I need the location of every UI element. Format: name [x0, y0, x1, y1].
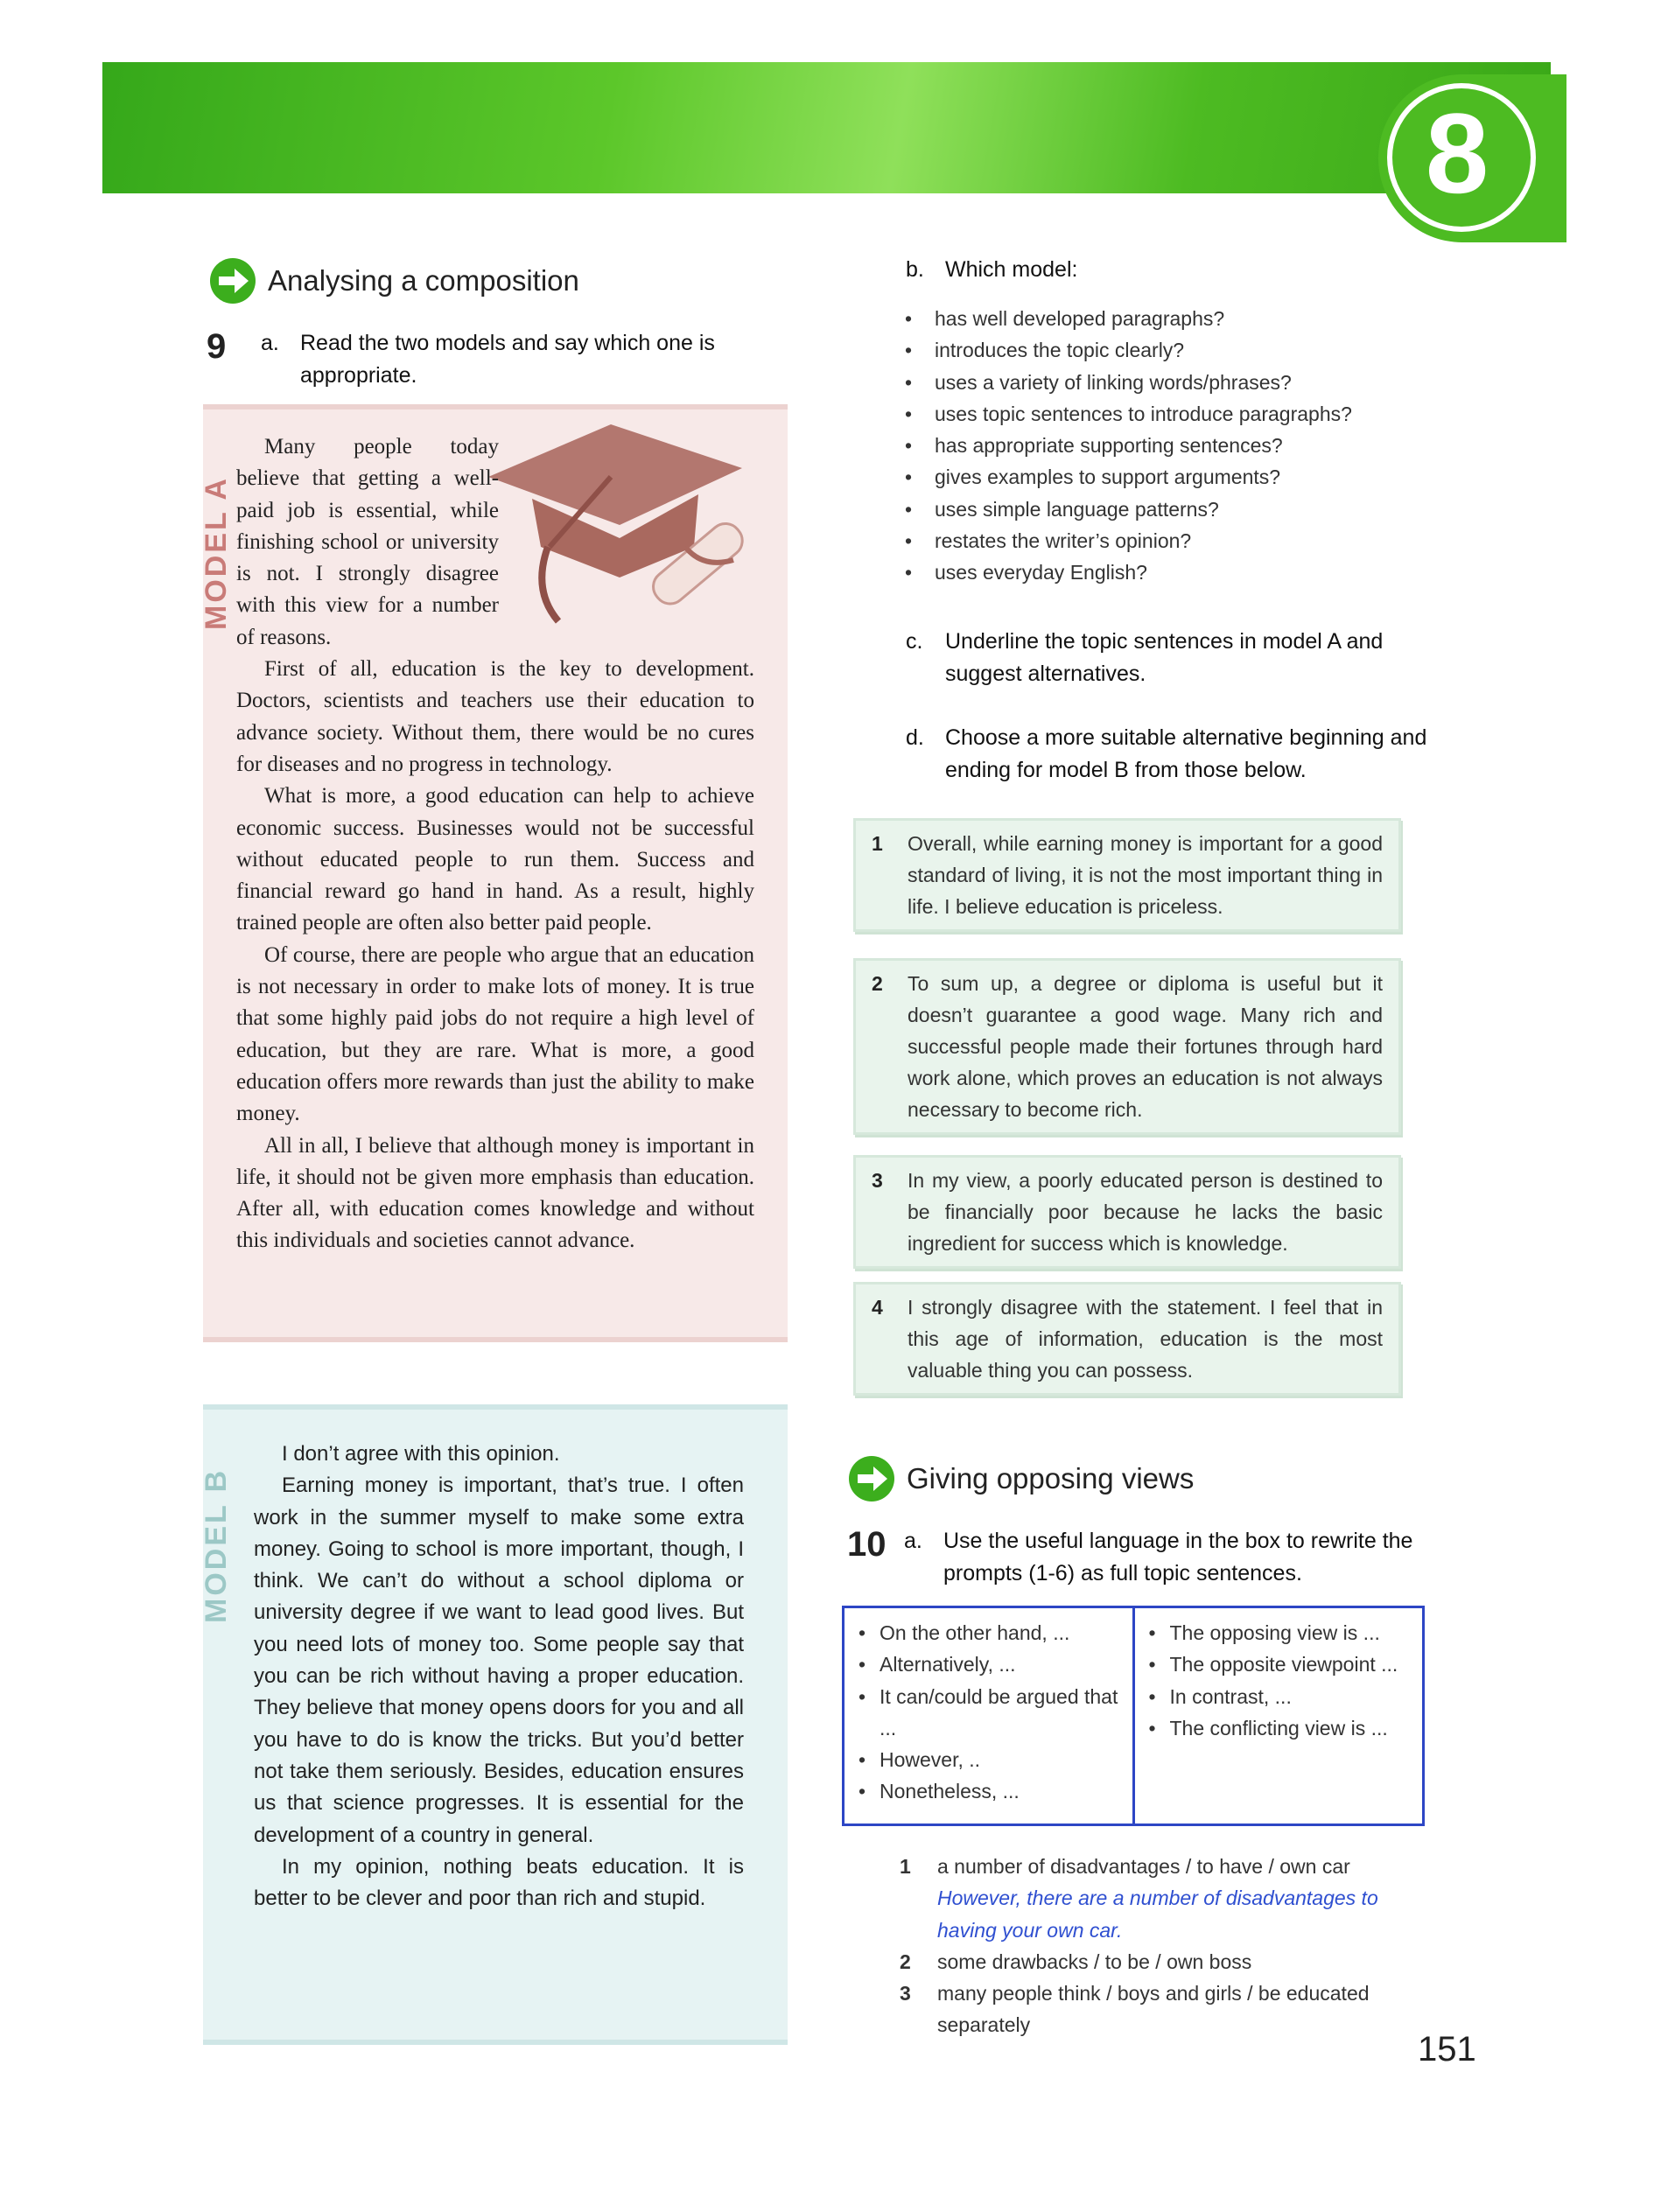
option-card: 4 I strongly disagree with the statement. I feel that in this age of information, education is the most valuable thing you can possess. — [853, 1282, 1401, 1396]
list-item: • gives examples to support arguments? — [903, 461, 1428, 493]
chapter-number: 8 — [1425, 89, 1489, 217]
list-item: • The opposite viewpoint ... — [1144, 1648, 1414, 1680]
model-b-paragraph: In my opinion, nothing beats education. It is better to be clever and poor than rich and stupid. — [254, 1854, 744, 1911]
model-b-paragraph: Earning money is important, that’s true. I often work in the summer myself to make some extra money. Going to school is more important, though, I think. We can’t do without a school diploma or university degree if we want to lead good lives. But you need lots of money too. Some people say that you can be rich without having a proper education. They believe that money opens doors for you and all you have to do is know the tricks. But you’d better not take them seriously. Besides, education ensures us that science progresses. It is essential for the development of a country in general. — [254, 1474, 744, 1847]
useful-language-right — [1132, 1608, 1423, 1824]
arrow-right-icon — [849, 1456, 894, 1502]
model-a-label: MODEL A — [200, 476, 233, 630]
list-item: • has well developed paragraphs? — [903, 303, 1428, 334]
model-a-paragraph: First of all, education is the key to development. Doctors, scientists and teachers use their education to advance society. Without them, there would be no cures for diseases and no progress in technology. — [236, 657, 754, 776]
instruction-10a: a. Use the useful language in the box to rewrite the prompts (1-6) as full topic sentences. — [904, 1529, 1413, 1586]
list-item: 2 some drawbacks / to be / own boss — [900, 1950, 1252, 1973]
model-b-label: MODEL B — [200, 1467, 233, 1623]
list-item: • uses simple language patterns? — [903, 494, 1428, 525]
page-number: 151 — [1418, 2030, 1476, 2068]
list-item: • The conflicting view is ... — [1144, 1712, 1414, 1744]
prompt-list — [900, 1851, 1425, 2041]
section-title: Analysing a composition — [268, 264, 579, 297]
useful-language-left — [845, 1608, 1132, 1824]
model-b-paragraph: I don’t agree with this opinion. — [282, 1442, 560, 1466]
option-card: 1 Overall, while earning money is important for a good standard of living, it is not the most important thing in life. I believe education is priceless. — [853, 818, 1401, 932]
model-b-text — [254, 1438, 744, 1914]
model-a-paragraph: What is more, a good education can help to achieve economic success. Businesses would not be successful without educated people to run them. Success and financial reward go hand in hand. As a result, highly trained people are often also better paid people. — [236, 784, 754, 935]
list-item: • On the other hand, ... — [853, 1617, 1124, 1648]
model-a-paragraph: Many people today believe that getting a well-paid job is essential, while finishing school or university is not. I strongly disagree with this view for a number of reasons. — [236, 435, 499, 649]
model-a-paragraph: All in all, I believe that although money is important in life, it should not be given more emphasis than education. After all, with education comes knowledge and without this individuals and societies cannot advance. — [236, 1133, 754, 1253]
model-criteria-list — [903, 303, 1428, 589]
list-item: • uses a variety of linking words/phrases? — [903, 367, 1428, 398]
list-item: • The opposing view is ... — [1144, 1617, 1414, 1648]
section-title: Giving opposing views — [907, 1462, 1195, 1494]
list-item: 3 many people think / boys and girls / be educated separately — [900, 1982, 1370, 2037]
exercise-number-10: 10 — [847, 1525, 887, 1564]
list-item: 1 a number of disadvantages / to have / own car — [900, 1855, 1350, 1878]
section-heading-analysing — [210, 258, 579, 304]
useful-language-box — [842, 1606, 1425, 1826]
list-item: • It can/could be argued that ... — [853, 1681, 1124, 1745]
list-item: • In contrast, ... — [1144, 1681, 1414, 1712]
list-item: • has appropriate supporting sentences? — [903, 430, 1428, 461]
list-item: • Alternatively, ... — [853, 1648, 1124, 1680]
example-answer: However, there are a number of disadvantages to having your own car. — [937, 1886, 1378, 1942]
section-heading-opposing — [849, 1456, 1194, 1502]
list-item: • uses everyday English? — [903, 556, 1428, 588]
list-item: • Nonetheless, ... — [853, 1775, 1124, 1807]
exercise-number-9: 9 — [207, 327, 227, 366]
chapter-banner — [102, 62, 1551, 193]
list-item: • However, .. — [853, 1744, 1124, 1775]
instruction-9c: c. Underline the topic sentences in model A and suggest alternatives. — [906, 629, 1384, 686]
instruction-9b: b. Which model: — [906, 257, 1078, 282]
model-a-text — [236, 431, 754, 1257]
option-card: 2 To sum up, a degree or diploma is useful but it doesn’t guarantee a good wage. Many rich and successful people made their fortunes through hard work alone, which proves an education is not always necessary to become rich. — [853, 958, 1401, 1135]
model-a-paragraph: Of course, there are people who argue that an education is not necessary in order to make lots of money. It is true that some highly paid jobs do not require a high level of education, but they are rare. What is more, a good education offers more rewards than just the ability to make money. — [236, 942, 754, 1126]
list-item: • uses topic sentences to introduce paragraphs? — [903, 398, 1428, 430]
list-item: • restates the writer’s opinion? — [903, 525, 1428, 556]
list-item: • introduces the topic clearly? — [903, 334, 1428, 366]
option-card: 3 In my view, a poorly educated person is destined to be financially poor because he lacks the basic ingredient for success which is knowledge. — [853, 1155, 1401, 1269]
instruction-9a: a. Read the two models and say which one is appropriate. — [261, 331, 715, 388]
arrow-right-icon — [210, 258, 256, 304]
instruction-9d: d. Choose a more suitable alternative beginning and ending for model B from those below. — [906, 725, 1427, 782]
